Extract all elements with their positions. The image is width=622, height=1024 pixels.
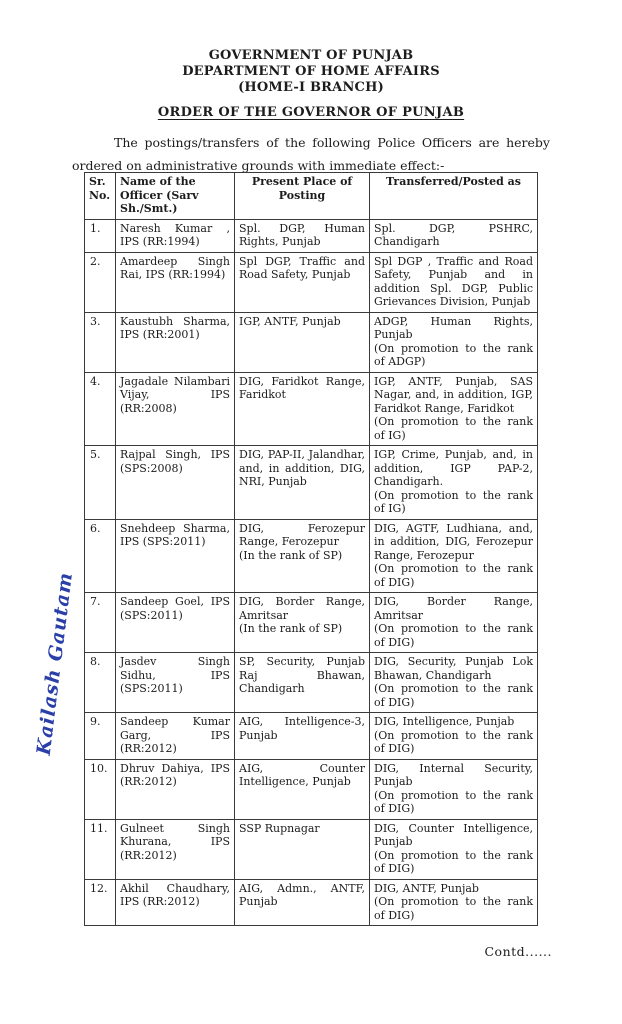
- cell-present-posting: DIG, Ferozepur Range, Ferozepur (In the rank of SP): [235, 519, 370, 593]
- cell-present-posting: Spl. DGP, Human Rights, Punjab: [235, 219, 370, 252]
- intro-paragraph: The postings/transfers of the following Police Officers are hereby ordered on administrative grounds with immediate effect:-: [72, 135, 550, 173]
- table-row: [85, 653, 538, 713]
- cell-present-posting: SP, Security, Punjab Raj Bhawan, Chandigarh: [235, 653, 370, 713]
- cell-officer-name: Sandeep Kumar Garg, IPS (RR:2012): [116, 713, 235, 760]
- signature: Kailash Gautam: [32, 570, 78, 757]
- header-line-branch: (HOME-I BRANCH): [238, 80, 384, 95]
- table-row: [85, 759, 538, 819]
- column-header-name: Name of the Officer (Sarv Sh./Smt.): [116, 173, 235, 220]
- cell-officer-name: Gulneet Singh Khurana, IPS (RR:2012): [116, 819, 235, 879]
- cell-transferred-posting: DIG, AGTF, Ludhiana, and, in addition, DIG, Ferozepur Range, Ferozepur (On promotion to the rank of DIG): [370, 519, 538, 593]
- cell-sr-no: 4.: [85, 372, 116, 446]
- cell-transferred-posting: Spl DGP , Traffic and Road Safety, Punjab and in addition Spl. DGP, Public Grievances Division, Punjab: [370, 252, 538, 312]
- continued-label: Contd......: [484, 944, 552, 959]
- column-header-present: Present Place of Posting: [235, 173, 370, 220]
- column-header-sr-no: Sr. No.: [85, 173, 116, 220]
- table-row: [85, 593, 538, 653]
- cell-officer-name: Dhruv Dahiya, IPS (RR:2012): [116, 759, 235, 819]
- cell-sr-no: 9.: [85, 713, 116, 760]
- table-row: [85, 312, 538, 372]
- table-row: [85, 446, 538, 520]
- table-row: [85, 519, 538, 593]
- cell-present-posting: Spl DGP, Traffic and Road Safety, Punjab: [235, 252, 370, 312]
- table-row: [85, 879, 538, 926]
- cell-sr-no: 5.: [85, 446, 116, 520]
- cell-transferred-posting: DIG, Counter Intelligence, Punjab (On promotion to the rank of DIG): [370, 819, 538, 879]
- cell-sr-no: 7.: [85, 593, 116, 653]
- cell-sr-no: 10.: [85, 759, 116, 819]
- cell-present-posting: IGP, ANTF, Punjab: [235, 312, 370, 372]
- officer-table-body: [85, 219, 538, 926]
- cell-transferred-posting: IGP, ANTF, Punjab, SAS Nagar, and, in addition, IGP, Faridkot Range, Faridkot (On promotion to the rank of IG): [370, 372, 538, 446]
- cell-present-posting: DIG, Faridkot Range, Faridkot: [235, 372, 370, 446]
- cell-transferred-posting: DIG, Intelligence, Punjab (On promotion to the rank of DIG): [370, 713, 538, 760]
- document-header: [0, 0, 622, 96]
- cell-officer-name: Jasdev Singh Sidhu, IPS (SPS:2011): [116, 653, 235, 713]
- cell-officer-name: Akhil Chaudhary, IPS (RR:2012): [116, 879, 235, 926]
- table-header-row: [85, 173, 538, 220]
- cell-officer-name: Naresh Kumar , IPS (RR:1994): [116, 219, 235, 252]
- cell-officer-name: Amardeep Singh Rai, IPS (RR:1994): [116, 252, 235, 312]
- cell-officer-name: Jagadale Nilambari Vijay, IPS (RR:2008): [116, 372, 235, 446]
- cell-officer-name: Snehdeep Sharma, IPS (SPS:2011): [116, 519, 235, 593]
- cell-officer-name: Sandeep Goel, IPS (SPS:2011): [116, 593, 235, 653]
- column-header-transferred: Transferred/Posted as: [370, 173, 538, 220]
- cell-present-posting: DIG, Border Range, Amritsar (In the rank of SP): [235, 593, 370, 653]
- cell-transferred-posting: Spl. DGP, PSHRC, Chandigarh: [370, 219, 538, 252]
- cell-sr-no: 8.: [85, 653, 116, 713]
- cell-transferred-posting: DIG, Border Range, Amritsar (On promotion to the rank of DIG): [370, 593, 538, 653]
- table-row: [85, 219, 538, 252]
- header-line-government: GOVERNMENT OF PUNJAB: [208, 48, 414, 63]
- cell-officer-name: Kaustubh Sharma, IPS (RR:2001): [116, 312, 235, 372]
- table-row: [85, 252, 538, 312]
- cell-present-posting: AIG, Admn., ANTF, Punjab: [235, 879, 370, 926]
- cell-sr-no: 6.: [85, 519, 116, 593]
- cell-sr-no: 3.: [85, 312, 116, 372]
- table-row: [85, 372, 538, 446]
- order-title-text: ORDER OF THE GOVERNOR OF PUNJAB: [157, 105, 465, 120]
- cell-present-posting: DIG, PAP-II, Jalandhar, and, in addition, DIG, NRI, Punjab: [235, 446, 370, 520]
- order-title: [0, 105, 622, 120]
- transfer-table: [84, 172, 538, 926]
- cell-sr-no: 12.: [85, 879, 116, 926]
- cell-sr-no: 2.: [85, 252, 116, 312]
- cell-officer-name: Rajpal Singh, IPS (SPS:2008): [116, 446, 235, 520]
- table-row: [85, 819, 538, 879]
- cell-transferred-posting: DIG, Security, Punjab Lok Bhawan, Chandigarh (On promotion to the rank of DIG): [370, 653, 538, 713]
- header-line-department: DEPARTMENT OF HOME AFFAIRS: [182, 64, 440, 79]
- cell-sr-no: 1.: [85, 219, 116, 252]
- cell-sr-no: 11.: [85, 819, 116, 879]
- cell-transferred-posting: IGP, Crime, Punjab, and, in addition, IGP PAP-2, Chandigarh. (On promotion to the rank of IG): [370, 446, 538, 520]
- cell-transferred-posting: ADGP, Human Rights, Punjab (On promotion to the rank of ADGP): [370, 312, 538, 372]
- table-row: [85, 713, 538, 760]
- cell-transferred-posting: DIG, ANTF, Punjab (On promotion to the rank of DIG): [370, 879, 538, 926]
- cell-present-posting: AIG, Intelligence-3, Punjab: [235, 713, 370, 760]
- cell-transferred-posting: DIG, Internal Security, Punjab (On promotion to the rank of DIG): [370, 759, 538, 819]
- cell-present-posting: AIG, Counter Intelligence, Punjab: [235, 759, 370, 819]
- cell-present-posting: SSP Rupnagar: [235, 819, 370, 879]
